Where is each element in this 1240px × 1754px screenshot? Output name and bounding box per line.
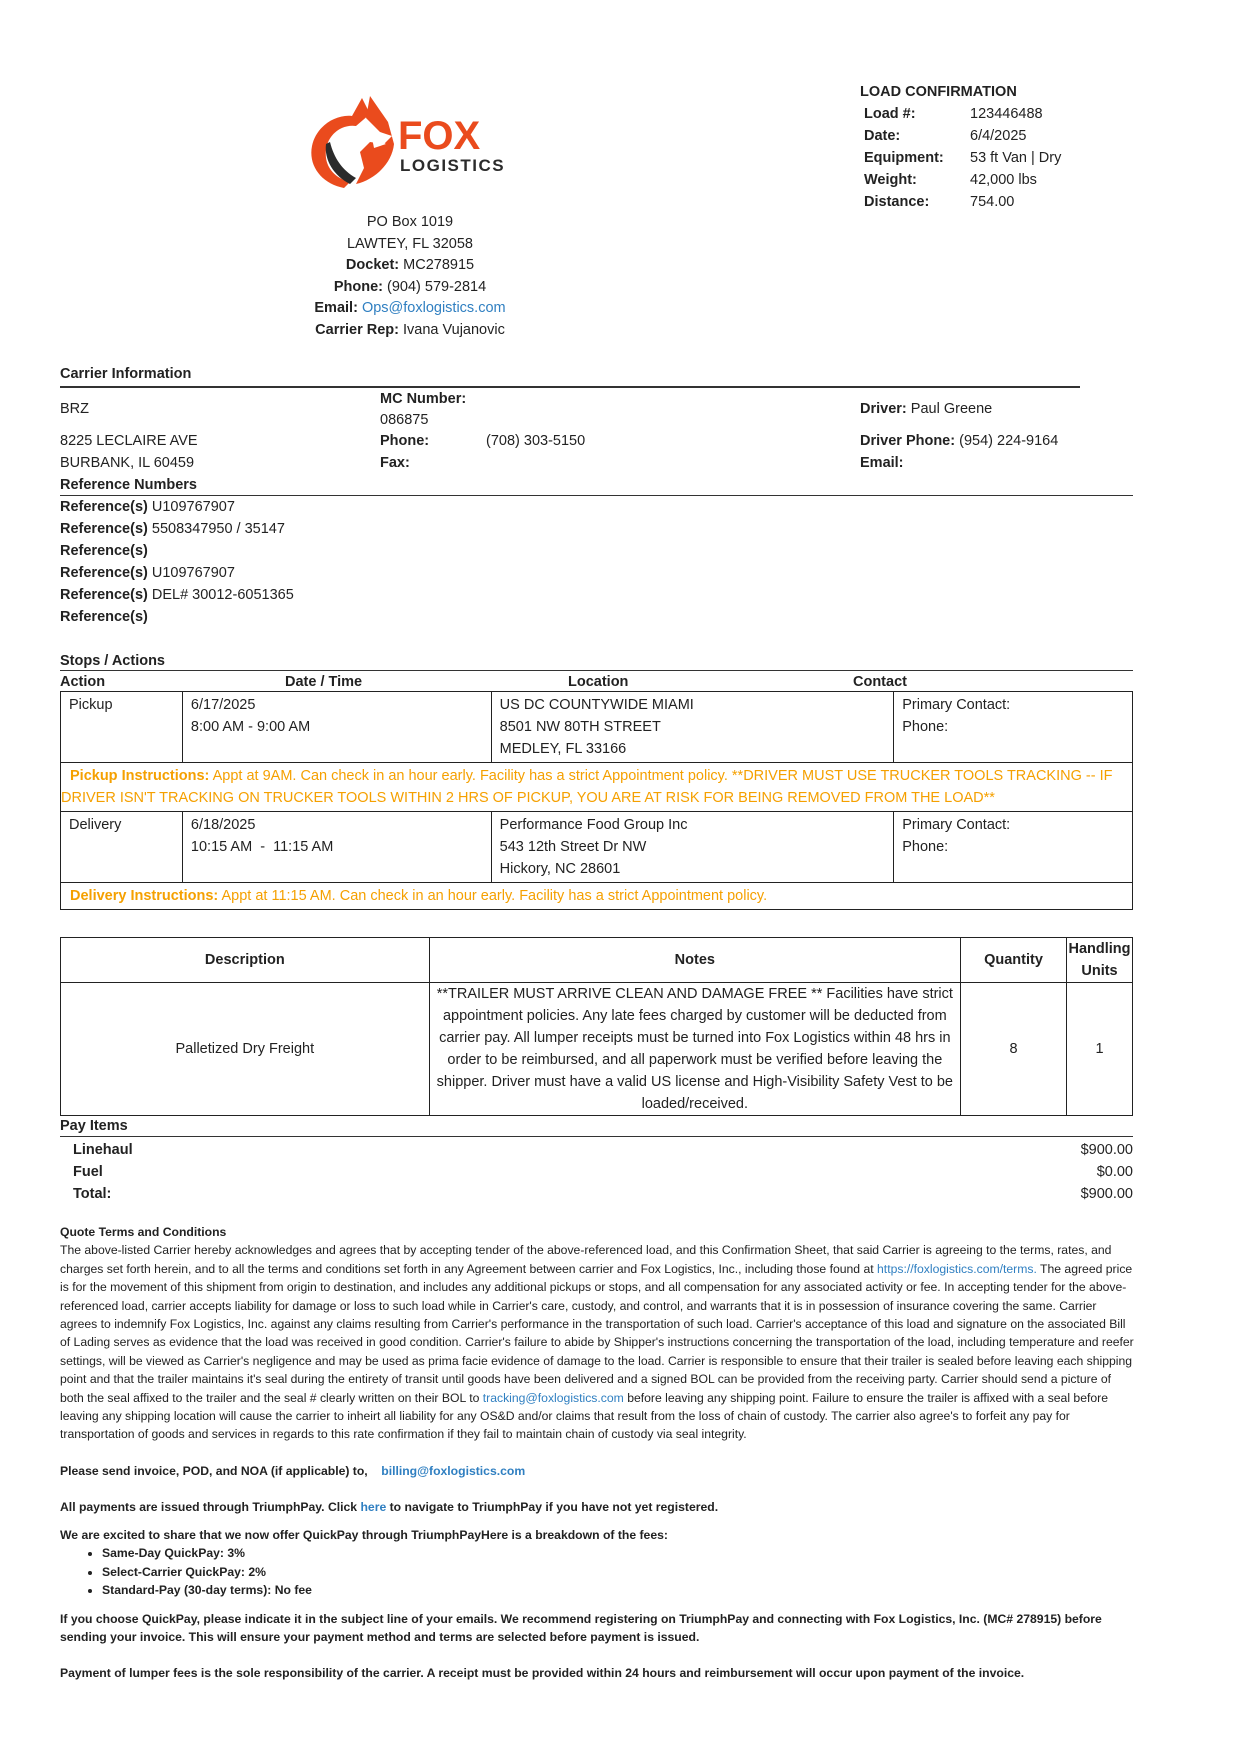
stop-row-delivery bbox=[61, 812, 1133, 883]
tracking-email-link[interactable]: tracking@foxlogistics.com bbox=[482, 1390, 624, 1405]
company-docket bbox=[280, 255, 540, 277]
reference-label: Reference(s) bbox=[60, 499, 148, 515]
stop-location-line: 543 12th Street Dr NW bbox=[499, 839, 647, 855]
stop-phone-label: Phone: bbox=[902, 719, 949, 735]
email-link[interactable]: Ops@foxlogistics.com bbox=[361, 300, 506, 316]
carrier-address1: 8225 LECLAIRE AVE bbox=[60, 433, 198, 449]
company-info bbox=[280, 212, 540, 341]
pay-label: Fuel bbox=[73, 1164, 103, 1180]
reference-item bbox=[60, 562, 294, 584]
carrier-phone-label: Phone: bbox=[380, 433, 430, 449]
terms-block bbox=[60, 1223, 1135, 1683]
pickup-instructions-row bbox=[61, 763, 1133, 812]
driver-value: Paul Greene bbox=[910, 401, 993, 417]
triumphpay-text: to navigate to TriumphPay if you have not yet registered. bbox=[389, 1500, 719, 1515]
load-row-value: 754.00 bbox=[970, 194, 1015, 210]
reference-value: U109767907 bbox=[151, 499, 235, 515]
stop-location bbox=[491, 812, 894, 883]
pickup-instructions-text: Appt at 9AM. Can check in an hour early. Facility has a strict Appointment policy. **DRIVER MUST USE TRUCKER TOOLS TRACKING -- IF DRIVER ISN'T TRACKING ON TRUCKER TOOLS WITHIN 2 HRS OF PICKUP, YOU ARE AT RISK FOR BEING REMOVED FROM THE LOAD** bbox=[61, 768, 1113, 806]
stops-header-location: Location bbox=[568, 674, 629, 690]
email-label: Email: bbox=[314, 300, 358, 316]
rep-value: Ivana Vujanovic bbox=[403, 321, 505, 338]
delivery-instructions-label: Delivery Instructions: bbox=[70, 888, 219, 904]
terms-paragraph bbox=[60, 1241, 1135, 1443]
carrier-name: BRZ bbox=[60, 401, 89, 417]
stop-date: 6/17/2025 bbox=[190, 697, 256, 713]
driver-email-label: Email: bbox=[860, 455, 904, 471]
stop-action: Delivery bbox=[61, 812, 183, 883]
mc-value: 086875 bbox=[380, 412, 429, 428]
delivery-instructions bbox=[61, 883, 1133, 910]
load-row-value: 53 ft Van | Dry bbox=[970, 150, 1062, 166]
load-confirmation-title: LOAD CONFIRMATION bbox=[860, 84, 1017, 100]
load-row-label: Date: bbox=[864, 128, 901, 144]
company-logo bbox=[300, 92, 518, 192]
load-row-label: Load #: bbox=[864, 106, 916, 122]
fax-label: Fax: bbox=[380, 455, 410, 471]
stop-contact-label: Primary Contact: bbox=[902, 817, 1011, 833]
reference-label: Reference(s) bbox=[60, 565, 148, 581]
stops-table bbox=[60, 691, 1133, 910]
load-row-label: Equipment: bbox=[864, 150, 944, 166]
carrier-rep bbox=[280, 320, 540, 342]
pay-value: $900.00 bbox=[1080, 1142, 1133, 1158]
terms-link[interactable]: https://foxlogistics.com/terms. bbox=[877, 1261, 1037, 1276]
triumphpay-text: All payments are issued through TriumphPay. Click bbox=[60, 1500, 358, 1515]
reference-value: DEL# 30012-6051365 bbox=[151, 587, 294, 603]
load-row bbox=[860, 147, 1120, 169]
stops-header-action: Action bbox=[60, 674, 106, 690]
pay-value: $900.00 bbox=[1080, 1186, 1133, 1202]
triumphpay-line bbox=[60, 1498, 1135, 1516]
reference-item bbox=[60, 606, 294, 628]
terms-text: The agreed price is for the movement of this shipment from origin to destination, and includes any additional pickups or stops, and all compensation for any associated activity or fee. In accepting tender for the above-referenced load, carrier accepts liability for damage or loss to such load while in Carrier's care, custody, and control, and warrants that it is in possession of insurance covering the same. Carrier agrees to indemnify Fox Logistics, Inc. against any claims resulting from Carrier's performance in the transportation of such load. Carrier's acceptance of this load and signature on the associated Bill of Lading serves as evidence that the load was received in good condition. Carrier's failure to abide by Shipper's instructions concerning the transportation of the load, including temperature and reefer settings, will be viewed as Carrier's negligence and may be used as prima facie evidence of damage to the load. Carrier is responsible to ensure that their trailer is sealed before leaving each shipping point and that the trailer maintains it's seal during the entirety of transit until goods have been delivered and a signed BOL can be provided from the receiving party. Carrier should send a picture of both the seal affixed to the trailer and the seal # clearly written on their BOL to bbox=[60, 1261, 1134, 1405]
load-row-label: Distance: bbox=[864, 194, 930, 210]
invoice-line bbox=[60, 1462, 1135, 1480]
item-quantity: 8 bbox=[961, 983, 1067, 1116]
company-address1: PO Box 1019 bbox=[366, 214, 454, 230]
load-row-value: 123446488 bbox=[970, 106, 1043, 122]
fee-item: • Same-Day QuickPay: 3% bbox=[102, 1544, 1135, 1563]
fee-item: • Standard-Pay (30-day terms): No fee bbox=[102, 1581, 1135, 1600]
pay-label: Total: bbox=[73, 1186, 112, 1202]
stops-header-datetime: Date / Time bbox=[285, 674, 363, 690]
pickup-instructions bbox=[61, 763, 1133, 812]
company-phone bbox=[280, 277, 540, 299]
stop-location-line: Hickory, NC 28601 bbox=[499, 861, 621, 877]
stop-date: 6/18/2025 bbox=[190, 817, 256, 833]
driver-phone-label: Driver Phone: bbox=[860, 433, 956, 449]
fee-list bbox=[60, 1544, 1135, 1600]
terms-title: Quote Terms and Conditions bbox=[60, 1225, 227, 1239]
stop-contact bbox=[894, 692, 1133, 763]
billing-email-link[interactable]: billing@foxlogistics.com bbox=[381, 1463, 526, 1478]
load-row-value: 42,000 lbs bbox=[970, 172, 1037, 188]
reference-value: U109767907 bbox=[151, 565, 235, 581]
item-notes: **TRAILER MUST ARRIVE CLEAN AND DAMAGE FREE ** Facilities have strict appointment policies. Any late fees charged by customer will be deducted from carrier pay. All lumper receipts must be turned into Fox Logistics within 48 hrs in order to be reimbursed, and all paperwork must be verified before leaving the shipper. Driver must have a valid US license and High-Visibility Safety Vest to be loaded/received. bbox=[429, 983, 960, 1116]
driver-line bbox=[860, 398, 992, 420]
reference-label: Reference(s) bbox=[60, 609, 148, 625]
stop-datetime bbox=[182, 692, 491, 763]
stops-divider bbox=[60, 670, 1133, 671]
fee-item: • Select-Carrier QuickPay: 2% bbox=[102, 1563, 1135, 1582]
delivery-instructions-text: Appt at 11:15 AM. Can check in an hour early. Facility has a strict Appointment policy. bbox=[221, 888, 768, 904]
item-description: Palletized Dry Freight bbox=[61, 983, 430, 1116]
logo-word: FOX bbox=[398, 114, 481, 158]
stop-location-line: 8501 NW 80TH STREET bbox=[499, 719, 661, 735]
carrier-divider bbox=[60, 386, 1080, 388]
company-email bbox=[280, 298, 540, 320]
driver-label: Driver: bbox=[860, 401, 907, 417]
rep-label: Carrier Rep: bbox=[315, 321, 399, 338]
docket-label: Docket: bbox=[345, 257, 400, 273]
load-row bbox=[860, 169, 1120, 191]
load-row bbox=[860, 125, 1120, 147]
items-header-quantity: Quantity bbox=[961, 938, 1067, 983]
logo-sub: LOGISTICS bbox=[400, 156, 506, 175]
reference-value: 5508347950 / 35147 bbox=[151, 521, 285, 537]
lumper-note: Payment of lumper fees is the sole responsibility of the carrier. A receipt must be provided within 24 hours and reimbursement will occur upon payment of the invoice. bbox=[60, 1666, 1025, 1681]
reference-label: Reference(s) bbox=[60, 521, 148, 537]
items-header-row bbox=[61, 938, 1133, 983]
load-confirmation bbox=[860, 84, 1120, 213]
load-row bbox=[860, 191, 1120, 213]
reference-item bbox=[60, 518, 294, 540]
phone-label: Phone: bbox=[333, 278, 383, 295]
stop-row-pickup bbox=[61, 692, 1133, 763]
pay-section-title: Pay Items bbox=[60, 1118, 128, 1134]
mc-label: MC Number: bbox=[380, 391, 467, 407]
reference-section-title: Reference Numbers bbox=[60, 477, 197, 493]
reference-item bbox=[60, 584, 294, 606]
items-table bbox=[60, 937, 1133, 1116]
load-row-value: 6/4/2025 bbox=[970, 128, 1027, 144]
stop-location-line: MEDLEY, FL 33166 bbox=[499, 741, 627, 757]
pay-value: $0.00 bbox=[1096, 1164, 1133, 1180]
fox-logo-icon bbox=[300, 92, 518, 192]
pickup-instructions-label: Pickup Instructions: bbox=[70, 768, 210, 784]
load-row bbox=[860, 103, 1120, 125]
driver-phone-value: (954) 224-9164 bbox=[959, 433, 1059, 449]
load-row-label: Weight: bbox=[864, 172, 917, 188]
items-row bbox=[61, 983, 1133, 1116]
reference-label: Reference(s) bbox=[60, 587, 148, 603]
stops-header-contact: Contact bbox=[853, 674, 907, 690]
phone-value: (904) 579-2814 bbox=[387, 278, 487, 295]
stop-location-line: Performance Food Group Inc bbox=[499, 817, 688, 833]
carrier-section-title: Carrier Information bbox=[60, 366, 192, 382]
stop-action: Pickup bbox=[61, 692, 183, 763]
pay-divider bbox=[60, 1136, 1133, 1137]
invoice-text: Please send invoice, POD, and NOA (if applicable) to, bbox=[60, 1463, 368, 1478]
terms-text: The above-listed Carrier hereby acknowledges and agrees that by accepting tender of the above-referenced load, and this Confirmation Sheet, that said Carrier is agreeing to the terms, rates, and charges set forth herein, and to all the terms and conditions set forth in any Agreement between carrier and Fox Logistics, Inc., including those found at bbox=[60, 1243, 1112, 1276]
stop-contact-label: Primary Contact: bbox=[902, 697, 1011, 713]
items-header-notes: Notes bbox=[429, 938, 960, 983]
company-address2: LAWTEY, FL 32058 bbox=[346, 235, 473, 252]
stop-phone-label: Phone: bbox=[902, 839, 949, 855]
terms-text: before leaving any shipping point. Failure to ensure the trailer is affixed with a seal before leaving any shipping location will cause the carrier to inheirt all liability for any OS&D and/or claims that result from the loss of chain of custody. The carrier also agree's to forfeit any pay for transportation of goods and services in regards to this rate confirmation if they fail to maintain chain of custody via seal integrity. bbox=[60, 1390, 1108, 1442]
stops-section-title: Stops / Actions bbox=[60, 653, 165, 669]
docket-value: MC278915 bbox=[403, 257, 475, 273]
quickpay-intro: We are excited to share that we now offer QuickPay through TriumphPayHere is a breakdown of the fees: bbox=[60, 1527, 668, 1542]
delivery-instructions-row bbox=[61, 883, 1133, 910]
pay-label: Linehaul bbox=[73, 1142, 133, 1158]
reference-label: Reference(s) bbox=[60, 543, 148, 559]
stop-datetime bbox=[182, 812, 491, 883]
reference-item bbox=[60, 540, 294, 562]
stop-time: 10:15 AM - 11:15 AM bbox=[190, 839, 334, 855]
reference-list bbox=[60, 496, 294, 628]
stop-time: 8:00 AM - 9:00 AM bbox=[190, 719, 311, 735]
stop-location bbox=[491, 692, 894, 763]
items-header-description: Description bbox=[61, 938, 430, 983]
stop-location-line: US DC COUNTYWIDE MIAMI bbox=[499, 697, 694, 713]
driver-phone-line bbox=[860, 430, 1058, 452]
carrier-phone-value: (708) 303-5150 bbox=[486, 433, 586, 449]
triumphpay-here-link[interactable]: here bbox=[360, 1500, 387, 1515]
quickpay-note: If you choose QuickPay, please indicate it in the subject line of your emails. We recommend registering on TriumphPay and connecting with Fox Logistics, Inc. (MC# 278915) before sending your invoice. This will ensure your payment method and terms are selected before payment is issued. bbox=[60, 1611, 1102, 1644]
stop-contact bbox=[894, 812, 1133, 883]
carrier-address2: BURBANK, IL 60459 bbox=[60, 455, 195, 471]
item-units: 1 bbox=[1066, 983, 1132, 1116]
items-header-units: Handling Units bbox=[1066, 938, 1132, 983]
reference-item bbox=[60, 496, 294, 518]
